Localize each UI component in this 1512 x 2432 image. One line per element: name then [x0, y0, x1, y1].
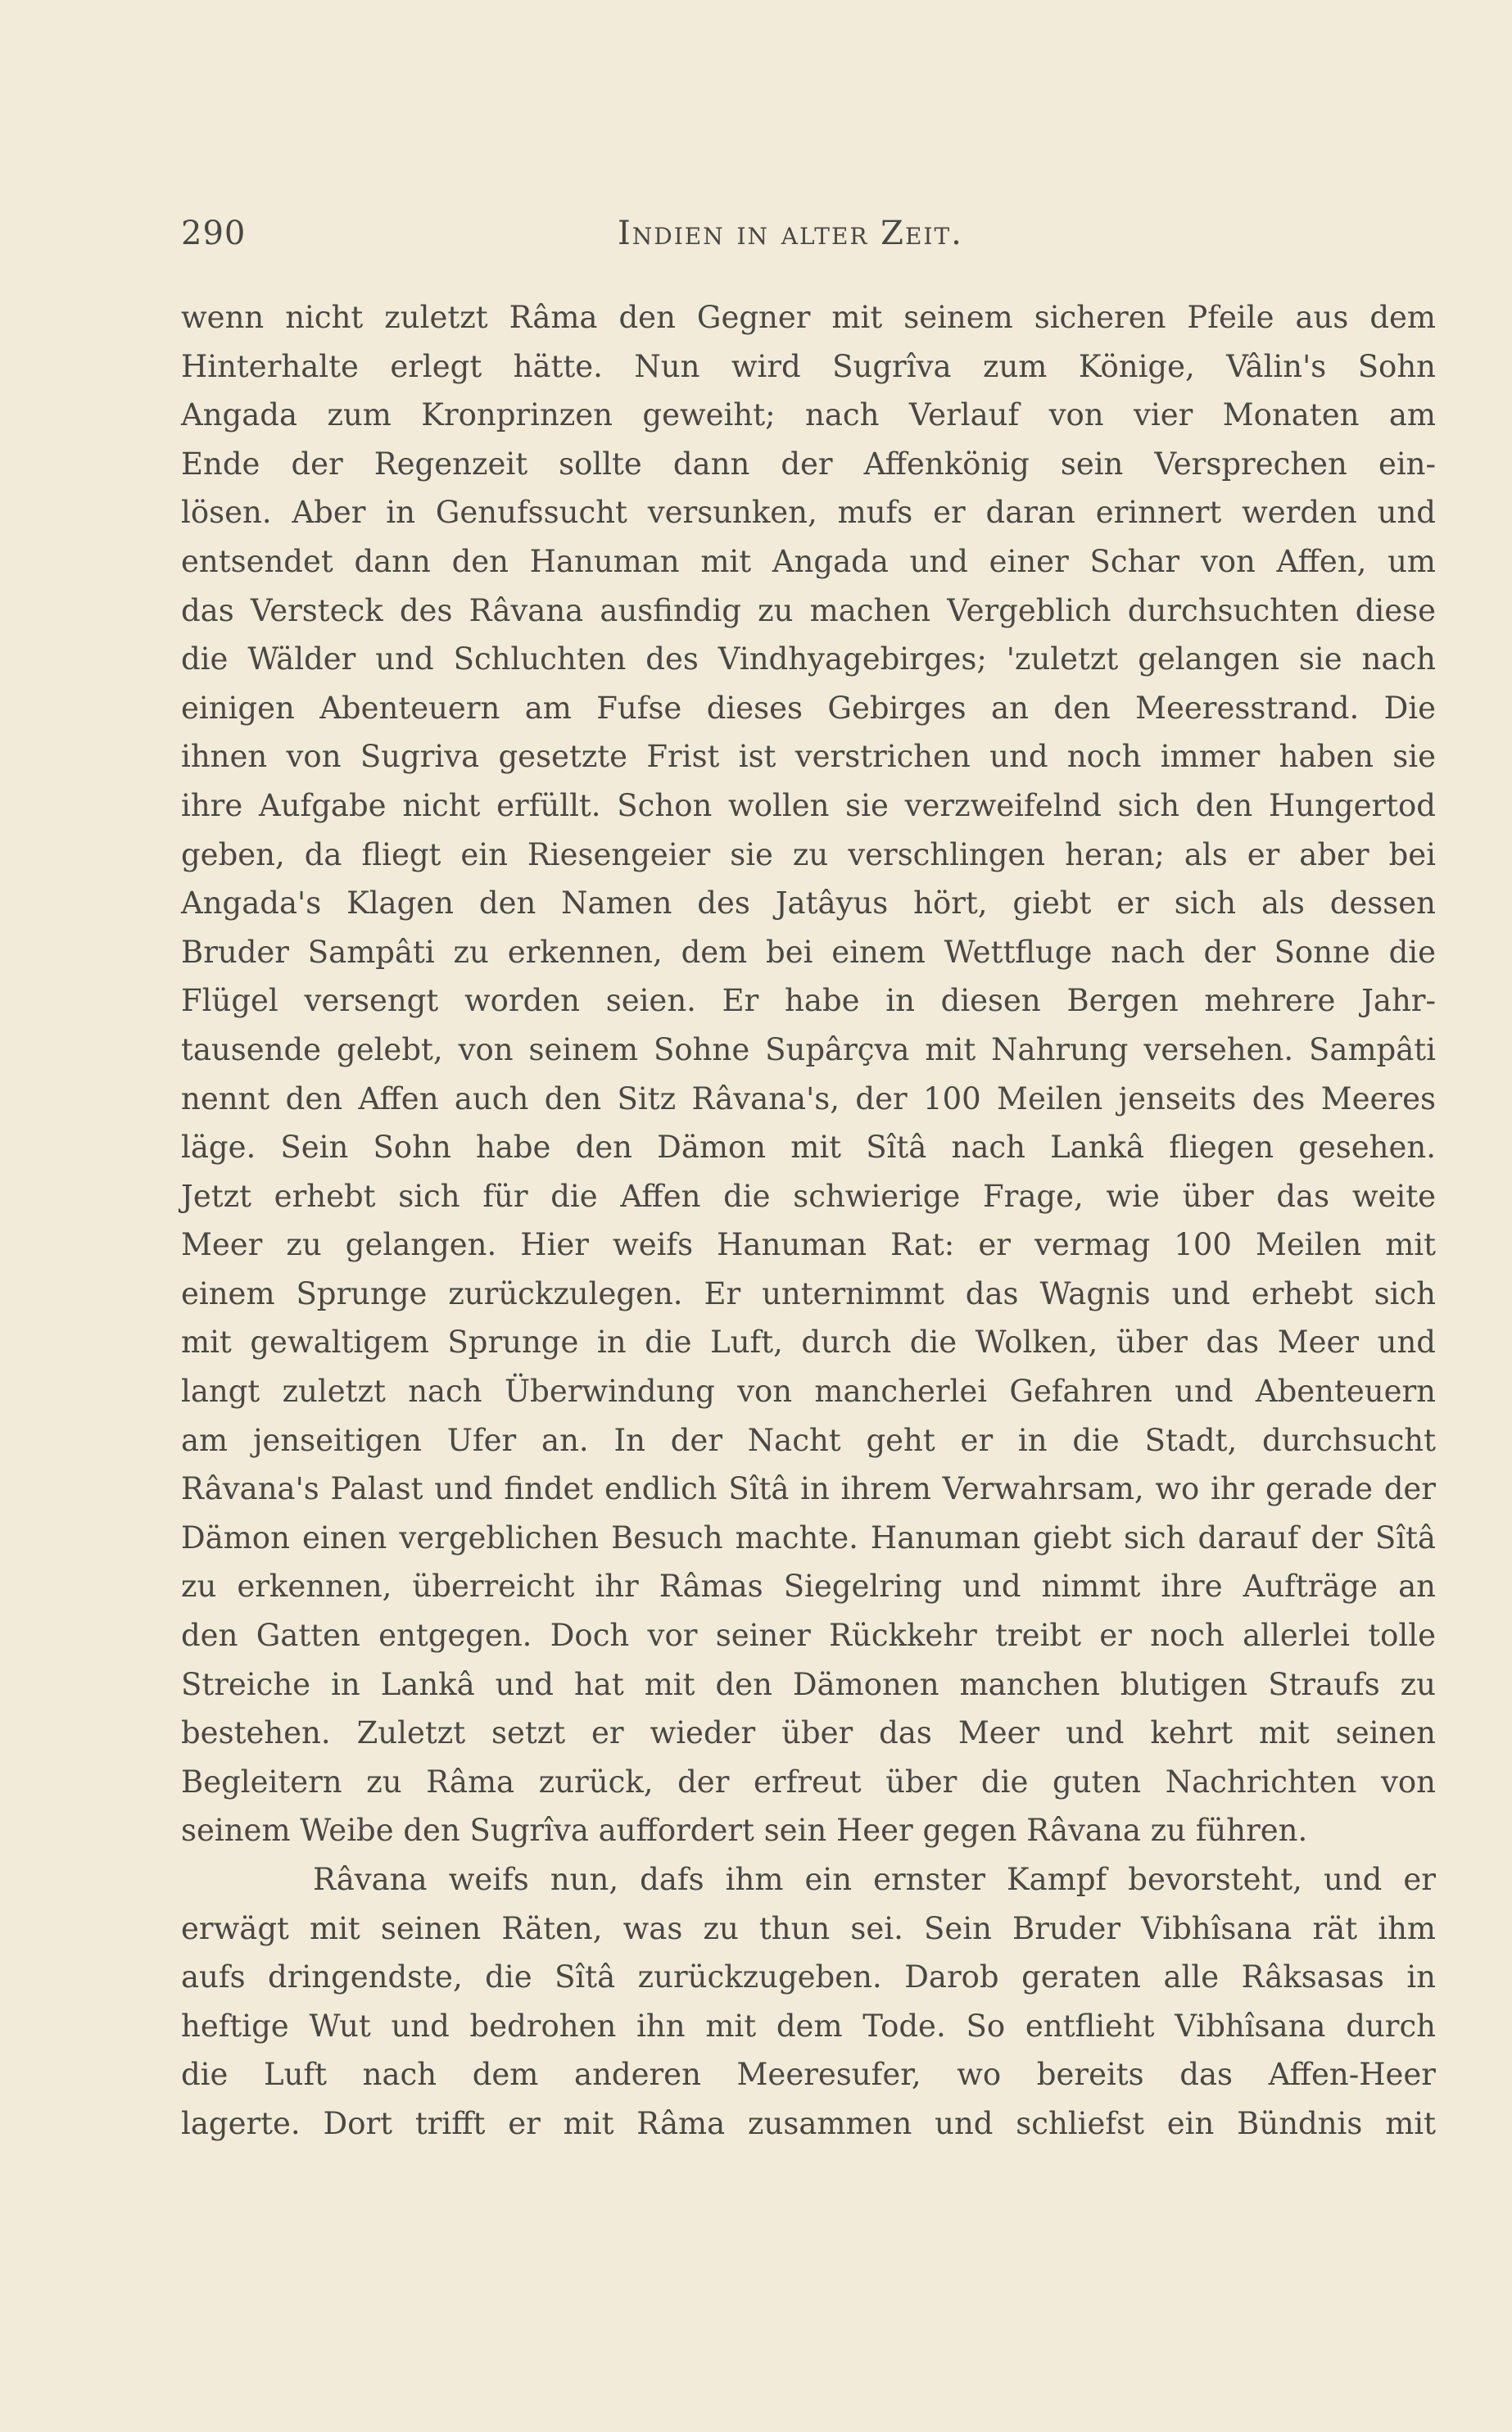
text-line: ihre Aufgabe nicht erfüllt. Schon wollen sie verzweifelnd sich den Hungertod [181, 787, 1436, 823]
text-line: läge. Sein Sohn habe den Dämon mit Sîtâ nach Lankâ fliegen gesehen. [181, 1130, 1436, 1166]
text-line: die Luft nach dem anderen Meeresufer, wo bereits das Affen-Heer [181, 2057, 1436, 2093]
text-line: die Wälder und Schluchten des Vindhyagebirges; 'zuletzt gelangen sie nach [181, 641, 1436, 677]
text-line: einigen Abenteuern am Fufse dieses Gebirges an den Meeresstrand. Die [181, 690, 1436, 726]
text-line: wenn nicht zuletzt Râma den Gegner mit seinem sicheren Pfeile aus dem [181, 300, 1436, 335]
text-line: den Gatten entgegen. Doch vor seiner Rückkehr treibt er noch allerlei tolle [181, 1618, 1436, 1654]
text-line: entsendet dann den Hanuman mit Angada und einer Schar von Affen, um [181, 543, 1436, 579]
running-title: Indien in alter Zeit. [618, 215, 963, 252]
text-line: Begleitern zu Râma zurück, der erfreut über die guten Nachrichten von [181, 1764, 1436, 1800]
body-text [181, 293, 1436, 2149]
paragraph-end-line: seinem Weibe den Sugrîva auffordert sein Heer gegen Râvana zu führen. [181, 1813, 1308, 1849]
text-line: tausende gelebt, von seinem Sohne Supârçva mit Nahrung versehen. Sampâti [181, 1031, 1436, 1067]
text-line: Angada's Klagen den Namen des Jatâyus hört, giebt er sich als dessen [181, 885, 1436, 922]
text-line: erwägt mit seinen Räten, was zu thun sei. Sein Bruder Vibhîsana rät ihm [181, 1910, 1436, 1946]
text-line: Angada zum Kronprinzen geweiht; nach Verlauf von vier Monaten am [181, 397, 1436, 433]
text-line: zu erkennen, überreicht ihr Râmas Siegelring und nimmt ihre Aufträge an [181, 1569, 1436, 1605]
text-line: am jenseitigen Ufer an. In der Nacht geht er in die Stadt, durchsucht [181, 1422, 1436, 1458]
text-line: Dämon einen vergeblichen Besuch machte. Hanuman giebt sich darauf der Sîtâ [181, 1519, 1436, 1556]
text-line: lagerte. Dort trifft er mit Râma zusammen und schliefst ein Bündnis mit [181, 2105, 1436, 2141]
text-line: geben, da fliegt ein Riesengeier sie zu verschlingen heran; als er aber bei [181, 836, 1436, 872]
text-line: Hinterhalte erlegt hätte. Nun wird Sugrîva zum Könige, Vâlin's Sohn [181, 348, 1436, 384]
page-header [181, 215, 1436, 256]
paragraph-start-line: Râvana weifs nun, dafs ihm ein ernster Kampf bevorsteht, und er [313, 1862, 1436, 1897]
text-line: bestehen. Zuletzt setzt er wieder über das Meer und kehrt mit seinen [181, 1715, 1436, 1751]
text-line: Ende der Regenzeit sollte dann der Affenkönig sein Versprechen ein- [181, 446, 1436, 482]
text-line: lösen. Aber in Genufssucht versunken, mufs er daran erinnert werden und [181, 495, 1436, 531]
text-line: langt zuletzt nach Überwindung von mancherlei Gefahren und Abenteuern [181, 1374, 1436, 1410]
text-line: mit gewaltigem Sprunge in die Luft, durch die Wolken, über das Meer und [181, 1325, 1436, 1361]
page-number: 290 [181, 215, 247, 252]
text-line: Streiche in Lankâ und hat mit den Dämonen manchen blutigen Straufs zu [181, 1666, 1436, 1702]
text-line: das Versteck des Râvana ausfindig zu machen Vergeblich durchsuchten diese [181, 592, 1436, 628]
text-line: Flügel versengt worden seien. Er habe in diesen Bergen mehrere Jahr- [181, 983, 1436, 1019]
text-line: Râvana's Palast und findet endlich Sîtâ in ihrem Verwahrsam, wo ihr gerade der [181, 1471, 1436, 1507]
text-line: Jetzt erhebt sich für die Affen die schwierige Frage, wie über das weite [181, 1178, 1436, 1214]
text-line: Meer zu gelangen. Hier weifs Hanuman Rat: er vermag 100 Meilen mit [181, 1227, 1436, 1263]
text-line: ihnen von Sugriva gesetzte Frist ist verstrichen und noch immer haben sie [181, 739, 1436, 775]
text-line: nennt den Affen auch den Sitz Râvana's, der 100 Meilen jenseits des Meeres [181, 1080, 1436, 1116]
text-line: einem Sprunge zurückzulegen. Er unternimmt das Wagnis und erhebt sich [181, 1275, 1436, 1311]
text-line: heftige Wut und bedrohen ihn mit dem Tode. So entflieht Vibhîsana durch [181, 2008, 1436, 2044]
text-line: aufs dringendste, die Sîtâ zurückzugeben. Darob geraten alle Râksasas in [181, 1959, 1436, 1995]
text-line: Bruder Sampâti zu erkennen, dem bei einem Wettfluge nach der Sonne die [181, 934, 1436, 970]
